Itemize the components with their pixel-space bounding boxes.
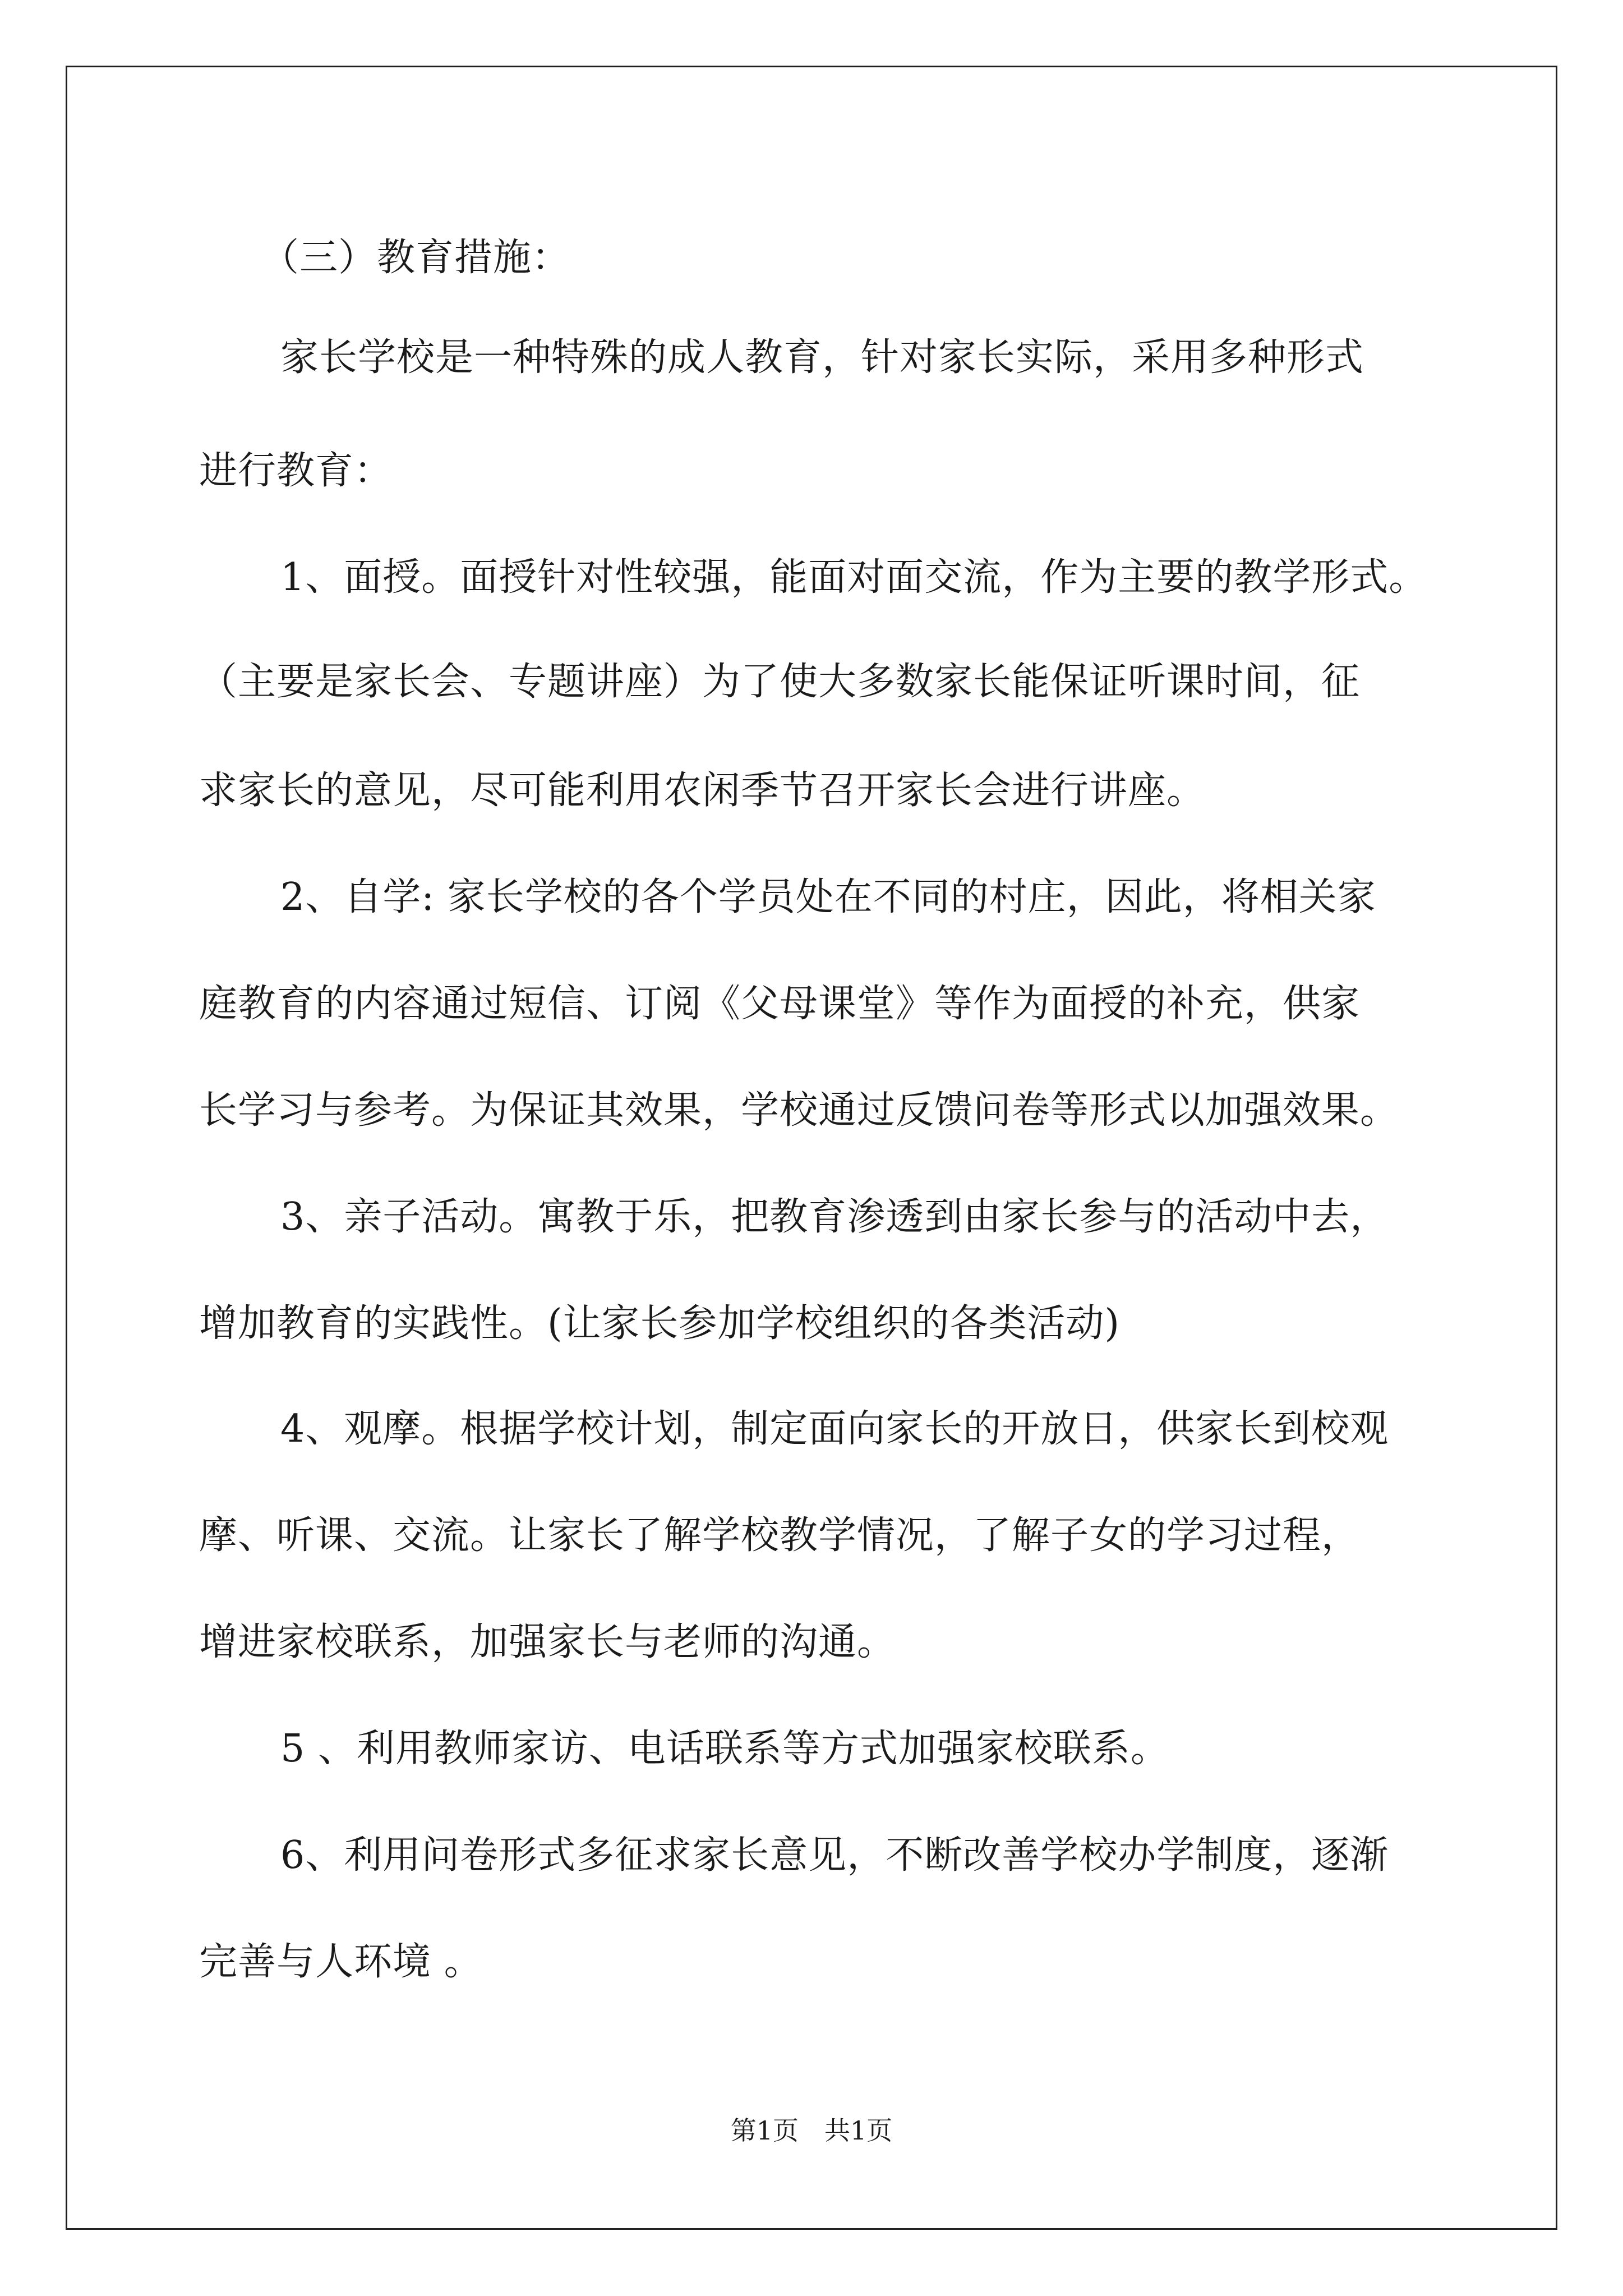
paragraph-line: 增加教育的实践性。(让家长参加学校组织的各类活动) xyxy=(199,1301,1121,1346)
paragraph-line: 摩、听课、交流。让家长了解学校教学情况，了解子女的学习过程， xyxy=(199,1513,1361,1558)
paragraph-line: 5 、利用教师家访、电话联系等方式加强家校联系。 xyxy=(280,1727,1169,1771)
paragraph-line: 完善与人环境 。 xyxy=(199,1940,483,1984)
paragraph-line: （主要是家长会、专题讲座）为了使大多数家长能保证听课时间，征 xyxy=(199,660,1361,704)
paragraph-line: 6、利用问卷形式多征求家长意见，不断改善学校办学制度，逐渐 xyxy=(280,1833,1389,1878)
paragraph-line: 长学习与参考。为保证其效果，学校通过反馈问卷等形式以加强效果。 xyxy=(199,1088,1399,1133)
section-heading: （三）教育措施： xyxy=(261,236,571,280)
paragraph-line: 增进家校联系，加强家长与老师的沟通。 xyxy=(199,1620,896,1664)
paragraph-line: 求家长的意见，尽可能利用农闲季节召开家长会进行讲座。 xyxy=(199,769,1206,813)
page-indicator: 第1页 共1页 xyxy=(730,2115,893,2146)
page-border xyxy=(66,66,1557,2230)
paragraph-line: 家长学校是一种特殊的成人教育，针对家长实际，采用多种形式 xyxy=(280,335,1364,380)
paragraph-line: 进行教育： xyxy=(199,449,393,493)
paragraph-line: 3、亲子活动。寓教于乐，把教育渗透到由家长参与的活动中去， xyxy=(280,1195,1389,1239)
paragraph-line: 4、观摩。根据学校计划，制定面向家长的开放日，供家长到校观 xyxy=(280,1407,1389,1451)
paragraph-line: 2、自学: 家长学校的各个学员处在不同的村庄，因此，将相关家 xyxy=(280,875,1376,919)
paragraph-line: 1、面授。面授针对性较强，能面对面交流，作为主要的教学形式。 xyxy=(280,555,1428,600)
paragraph-line: 庭教育的内容通过短信、订阅《父母课堂》等作为面授的补充，供家 xyxy=(199,982,1361,1026)
